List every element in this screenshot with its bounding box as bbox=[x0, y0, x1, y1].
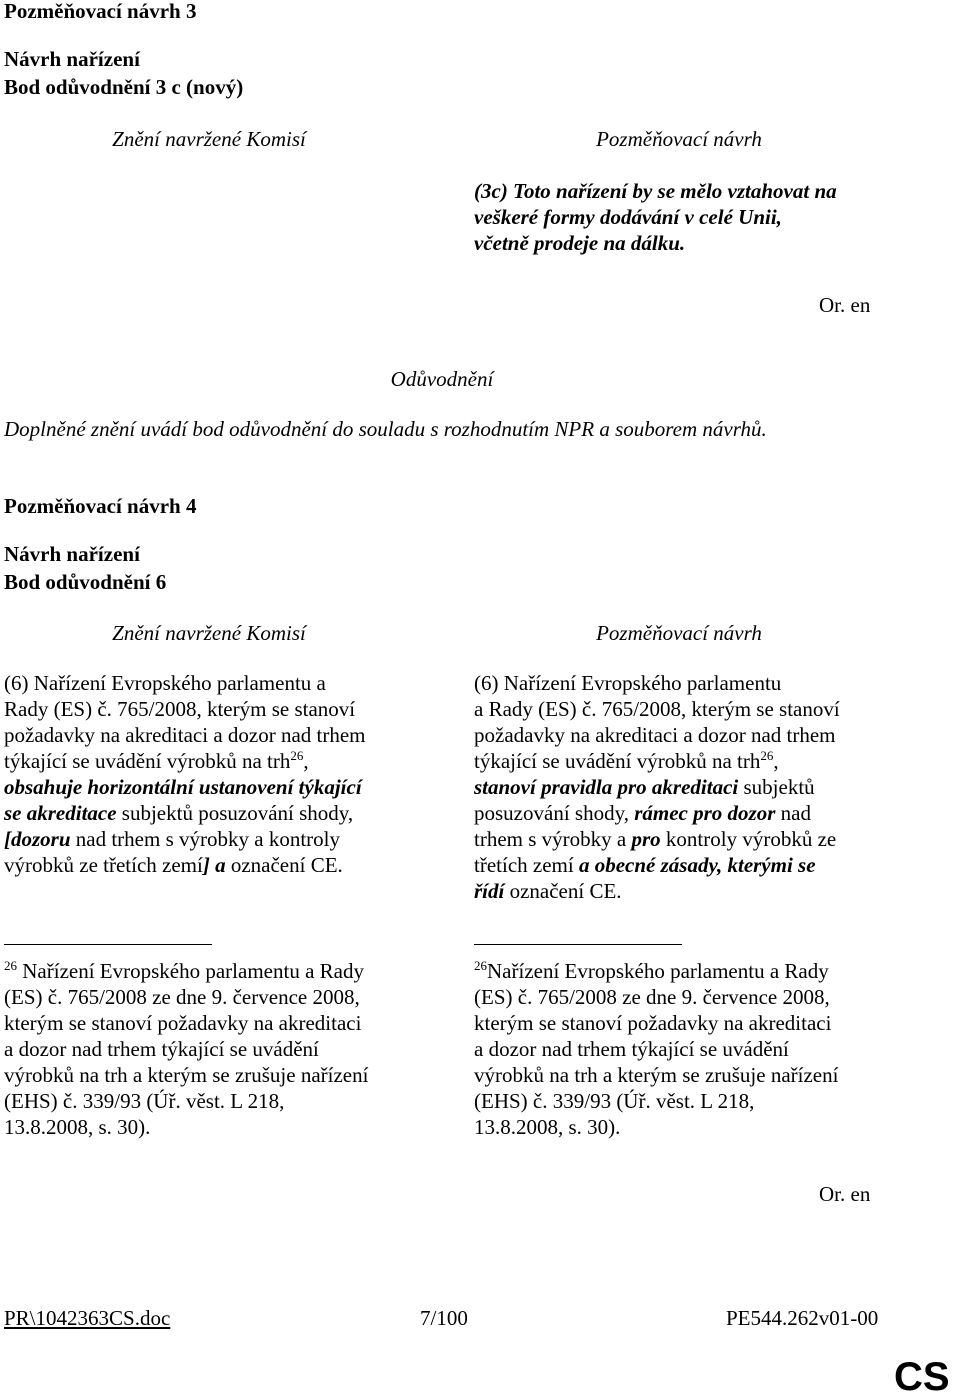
amendment-3-subtitle-proposal: Návrh nařízení bbox=[4, 47, 140, 71]
footnote-reference: 26 bbox=[290, 748, 304, 763]
amendment-3-subtitle-recital: Bod odůvodnění 3 c (nový) bbox=[4, 75, 244, 99]
amendment-4-subtitle-proposal: Návrh nařízení bbox=[4, 542, 140, 566]
amendment-text-line: trhem s výrobky a pro kontroly výrobků ze bbox=[474, 827, 837, 851]
commission-text-line: [dozoru nad trhem s výrobky a kontroly bbox=[4, 827, 340, 851]
footnote-line: (ES) č. 765/2008 ze dne 9. července 2008, bbox=[474, 985, 830, 1009]
footnote-line: výrobků na trh a kterým se zrušuje nařízení bbox=[4, 1063, 369, 1087]
footnote-line: 13.8.2008, s. 30). bbox=[474, 1115, 621, 1139]
footnote-reference: 26 bbox=[760, 748, 774, 763]
footnote-line: (ES) č. 765/2008 ze dne 9. července 2008, bbox=[4, 985, 360, 1009]
amendment-4-left-column-heading: Znění navržené Komisí bbox=[112, 621, 306, 645]
footnote-line: (EHS) č. 339/93 (Úř. věst. L 218, bbox=[474, 1089, 755, 1113]
amendment-text-line: týkající se uvádění výrobků na trh$^{26}$, bbox=[474, 748, 779, 773]
amendment-text-line: stanoví pravidla pro akreditaci subjektů bbox=[474, 775, 815, 799]
footnote-number: 26 bbox=[4, 958, 17, 973]
amendment-4-title: Pozměňovací návrh 4 bbox=[4, 494, 197, 518]
commission-text-line: výrobků ze třetích zemí] a označení CE. bbox=[4, 853, 343, 877]
footnote-separator bbox=[474, 944, 682, 945]
footnote-line: výrobků na trh a kterým se zrušuje nařízení bbox=[474, 1063, 839, 1087]
amendment-text-line: řídí označení CE. bbox=[474, 879, 622, 903]
footer-document-reference: PR\1042363CS.doc bbox=[4, 1306, 171, 1330]
original-language: Or. en bbox=[819, 293, 871, 317]
commission-text-line: týkající se uvádění výrobků na trh$^{26}$, bbox=[4, 748, 309, 773]
amendment-text-line: (6) Nařízení Evropského parlamentu bbox=[474, 671, 782, 695]
amendment-3-text-line: (3c) Toto nařízení by se mělo vztahovat na bbox=[474, 179, 837, 203]
footer-page-number: 7/100 bbox=[420, 1306, 468, 1330]
footnote-line: (EHS) č. 339/93 (Úř. věst. L 218, bbox=[4, 1089, 285, 1113]
commission-text-line: se akreditace subjektů posuzování shody, bbox=[4, 801, 354, 825]
footnote-line: a dozor nad trhem týkající se uvádění bbox=[4, 1037, 319, 1061]
commission-text-line: Rady (ES) č. 765/2008, kterým se stanoví bbox=[4, 697, 356, 721]
amendment-3-text-line: včetně prodeje na dálku. bbox=[474, 231, 686, 255]
commission-text-line: obsahuje horizontální ustanovení týkající bbox=[4, 775, 362, 799]
footnote-line: $^{26}$Nařízení Evropského parlamentu a Rady bbox=[474, 958, 829, 983]
amendment-text-line: požadavky na akreditaci a dozor nad trhem bbox=[474, 723, 836, 747]
footnote-line: kterým se stanoví požadavky na akreditaci bbox=[4, 1011, 362, 1035]
footnote-line: $^{26}$ Nařízení Evropského parlamentu a Rady bbox=[4, 958, 364, 983]
amendment-text-line: posuzování shody, rámec pro dozor nad bbox=[474, 801, 811, 825]
footnote-line: 13.8.2008, s. 30). bbox=[4, 1115, 151, 1139]
footer-pe-reference: PE544.262v01-00 bbox=[726, 1306, 879, 1330]
justification-heading: Odůvodnění bbox=[390, 367, 494, 391]
amendment-3-left-column-heading: Znění navržené Komisí bbox=[112, 127, 306, 151]
footnote-number: 26 bbox=[474, 958, 487, 973]
amendment-3-right-column-heading: Pozměňovací návrh bbox=[596, 127, 762, 151]
amendment-3-title: Pozměňovací návrh 3 bbox=[4, 0, 197, 23]
amendment-text-line: třetích zemí a obecné zásady, kterými se bbox=[474, 853, 816, 877]
amendment-text-line: a Rady (ES) č. 765/2008, kterým se stanoví bbox=[474, 697, 840, 721]
justification-text: Doplněné znění uvádí bod odůvodnění do souladu s rozhodnutím NPR a souborem návrhů. bbox=[4, 417, 767, 441]
commission-text-line: (6) Nařízení Evropského parlamentu a bbox=[4, 671, 326, 695]
amendment-4-subtitle-recital: Bod odůvodnění 6 bbox=[4, 570, 167, 594]
commission-text-line: požadavky na akreditaci a dozor nad trhem bbox=[4, 723, 366, 747]
language-code: CS bbox=[894, 1355, 950, 1399]
amendment-3-text-line: veškeré formy dodávání v celé Unii, bbox=[474, 205, 782, 229]
footnote-separator bbox=[4, 944, 212, 945]
footnote-line: kterým se stanoví požadavky na akreditaci bbox=[474, 1011, 832, 1035]
footnote-line: a dozor nad trhem týkající se uvádění bbox=[474, 1037, 789, 1061]
amendment-4-right-column-heading: Pozměňovací návrh bbox=[596, 621, 762, 645]
original-language: Or. en bbox=[819, 1182, 871, 1206]
